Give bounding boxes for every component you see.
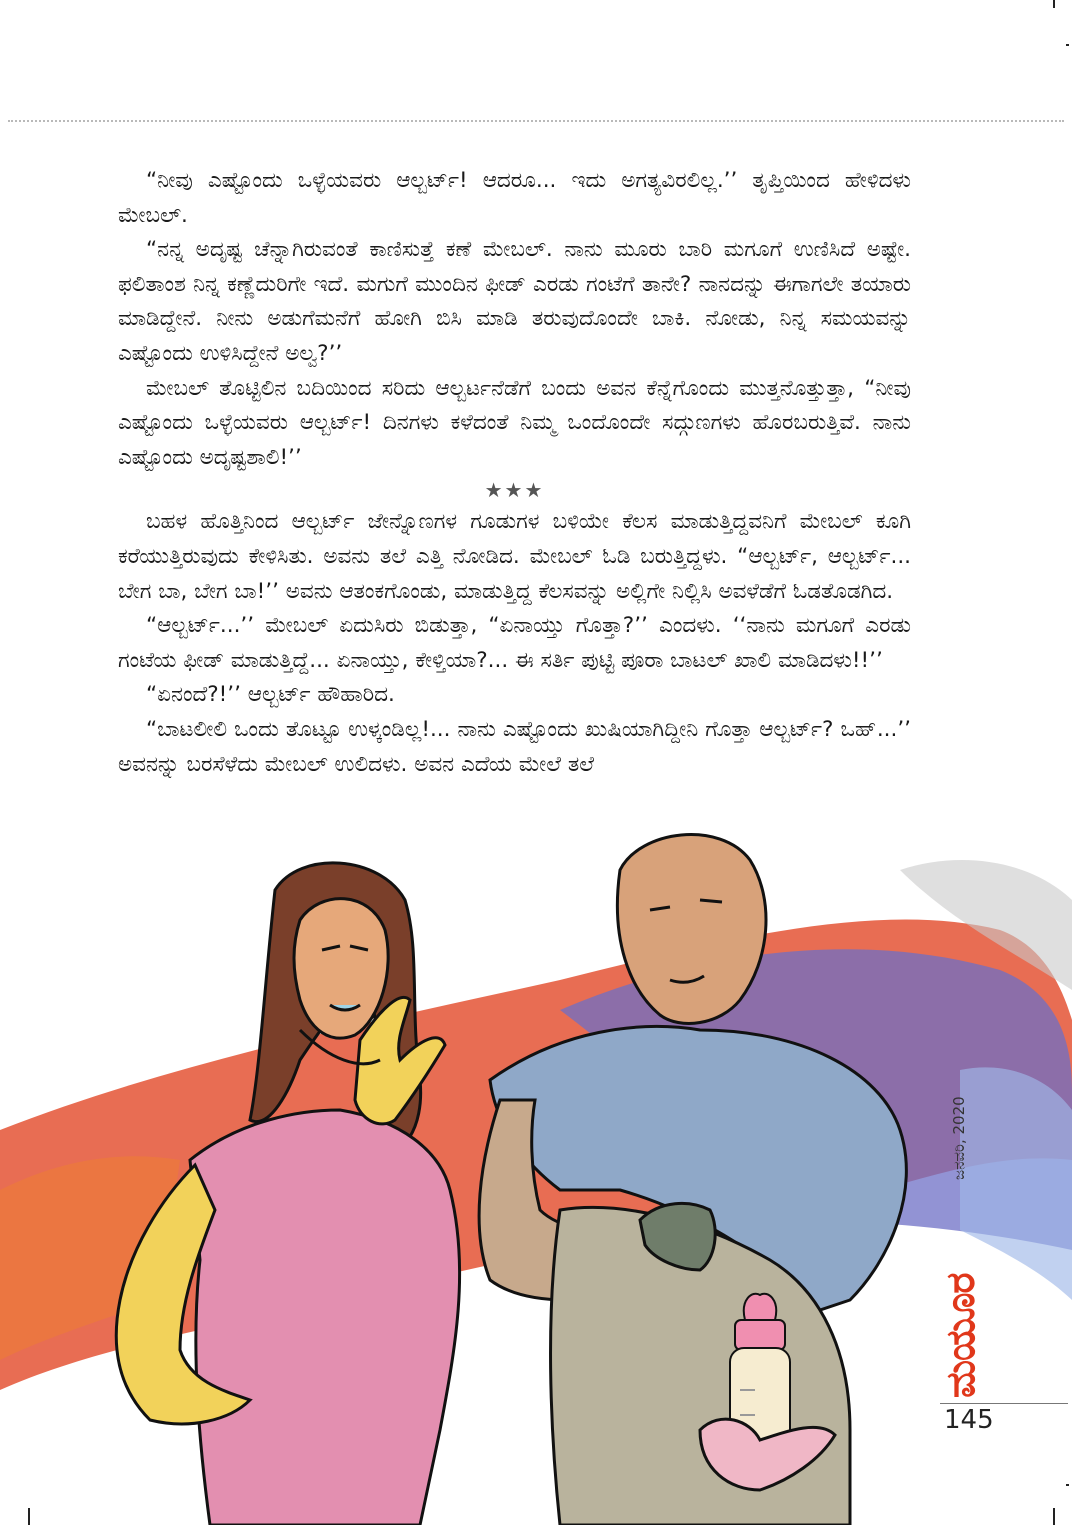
page-number: 145 (944, 1405, 994, 1435)
paragraph-3: ಮೇಬಲ್ ತೊಟ್ಟಿಲಿನ ಬದಿಯಿಂದ ಸರಿದು ಆಲ್ಬರ್ಟನೆಡೆಗೆ ಬಂದು ಅವನ ಕೆನ್ನೆಗೊಂದು ಮುತ್ತನೊತ್ತುತ್ತಾ, “ನೀವು ಎಷ್ಟೊಂದು ಒಳ್ಳೆಯವರು ಆಲ್ಬರ್ಟ್! ದಿನಗಳು ಕಳೆದಂತೆ ನಿಮ್ಮ ಒಂದೊಂದೇ ಸದ್ಗುಣಗಳು ಹೊರಬರುತ್ತಿವೆ. ನಾನು ಎಷ್ಟೊಂದು ಅದೃಷ್ಟಶಾಲಿ!’’ (118, 375, 911, 470)
bg-stroke-blue-right (960, 1067, 1072, 1300)
magazine-logo: ಮಯೂರ (937, 1273, 984, 1398)
story-illustration (0, 830, 1072, 1525)
paragraph-1: “ನೀವು ಎಷ್ಟೊಂದು ಒಳ್ಳೆಯವರು ಆಲ್ಬರ್ಟ್! ಆದರೂ... ಇದು ಅಗತ್ಯವಿರಲಿಲ್ಲ.’’ ತೃಪ್ತಿಯಿಂದ ಹೇಳಿದಳು ಮೇಬಲ್. (118, 168, 911, 228)
paragraph-7: “ಬಾಟಲೀಲಿ ಒಂದು ತೊಟ್ಟೂ ಉಳ್ಕಂಡಿಲ್ಲ!... ನಾನು ಎಷ್ಟೊಂದು ಖುಷಿಯಾಗಿದ್ದೀನಿ ಗೊತ್ತಾ ಆಲ್ಬರ್ಟ್? ಒಹ್...’’ ಅವನನ್ನು ಬರಸೆಳೆದು ಮೇಬಲ್ ಉಲಿದಳು. ಅವನ ಎದೆಯ ಮೇಲೆ ತಲೆ (118, 716, 911, 777)
issue-date: ಜನವರಿ, 2020 (950, 1096, 968, 1180)
crop-mark-top-right (1053, 0, 1055, 8)
paragraph-6: “ಏನಂದೆ?!’’ ಆಲ್ಬರ್ಟ್ ಹೌಹಾರಿದ. (146, 682, 395, 708)
page-number-rule (940, 1403, 1068, 1404)
paragraph-5: “ಆಲ್ಬರ್ಟ್...’’ ಮೇಬಲ್ ಏದುಸಿರು ಬಿಡುತ್ತಾ, “ಏನಾಯ್ತು ಗೊತ್ತಾ?’’ ಎಂದಳು. ‘‘ನಾನು ಮಗೂಗೆ ಎರಡು ಗಂಟೆಯ ಫೀಡ್ ಮಾಡುತ್ತಿದ್ದೆ... ಏನಾಯ್ತು, ಕೇಳ್ತಿಯಾ?... ಈ ಸರ್ತಿ ಪುಟ್ಟಿ ಪೂರಾ ಬಾಟಲ್ ಖಾಲಿ ಮಾಡಿದಳು!!’’ (118, 613, 911, 673)
paragraph-4: ಬಹಳ ಹೊತ್ತಿನಿಂದ ಆಲ್ಬರ್ಟ್ ಜೇನ್ನೊಣಗಳ ಗೂಡುಗಳ ಬಳಿಯೇ ಕೆಲಸ ಮಾಡುತ್ತಿದ್ದವನಿಗೆ ಮೇಬಲ್ ಕೂಗಿ ಕರೆಯುತ್ತಿರುವುದು ಕೇಳಿಸಿತು. ಅವನು ತಲೆ ಎತ್ತಿ ನೋಡಿದ. ಮೇಬಲ್ ಓಡಿ ಬರುತ್ತಿದ್ದಳು. “ಆಲ್ಬರ್ಟ್, ಆಲ್ಬರ್ಟ್... ಬೇಗ ಬಾ, ಬೇಗ ಬಾ!’’ ಅವನು ಆತಂಕಗೊಂಡು, ಮಾಡುತ್ತಿದ್ದ ಕೆಲಸವನ್ನು ಅಲ್ಲಿಗೇ ನಿಲ್ಲಿಸಿ ಅವಳೆಡೆಗೆ ಓಡತೊಡಗಿದ. (118, 509, 911, 604)
woman-dress (190, 1110, 460, 1525)
header-dotted-rule (8, 120, 1064, 122)
section-separator: ★★★ (484, 478, 545, 503)
story-text (118, 164, 911, 782)
crop-mark-top-right-small (1066, 44, 1069, 46)
woman-face (294, 899, 388, 1038)
paragraph-2: “ನನ್ನ ಅದೃಷ್ಟ ಚೆನ್ನಾಗಿರುವಂತೆ ಕಾಣಿಸುತ್ತೆ ಕಣೆ ಮೇಬಲ್. ನಾನು ಮೂರು ಬಾರಿ ಮಗೂಗೆ ಉಣಿಸಿದೆ ಅಷ್ಟೇ. ಫಲಿತಾಂಶ ನಿನ್ನ ಕಣ್ಣೆದುರಿಗೇ ಇದೆ. ಮಗುಗೆ ಮುಂದಿನ ಫೀಡ್ ಎರಡು ಗಂಟೆಗೆ ತಾನೇ? ನಾನದನ್ನು ಈಗಾಗಲೇ ತಯಾರು ಮಾಡಿದ್ದೇನೆ. ನೀನು ಅಡುಗೆಮನೆಗೆ ಹೋಗಿ ಬಿಸಿ ಮಾಡಿ ತರುವುದೊಂದೇ ಬಾಕಿ. ನೋಡು, ನಿನ್ನ ಸಮಯವನ್ನು ಎಷ್ಟೊಂದು ಉಳಿಸಿದ್ದೇನೆ ಅಲ್ವ?’’ (118, 237, 911, 366)
